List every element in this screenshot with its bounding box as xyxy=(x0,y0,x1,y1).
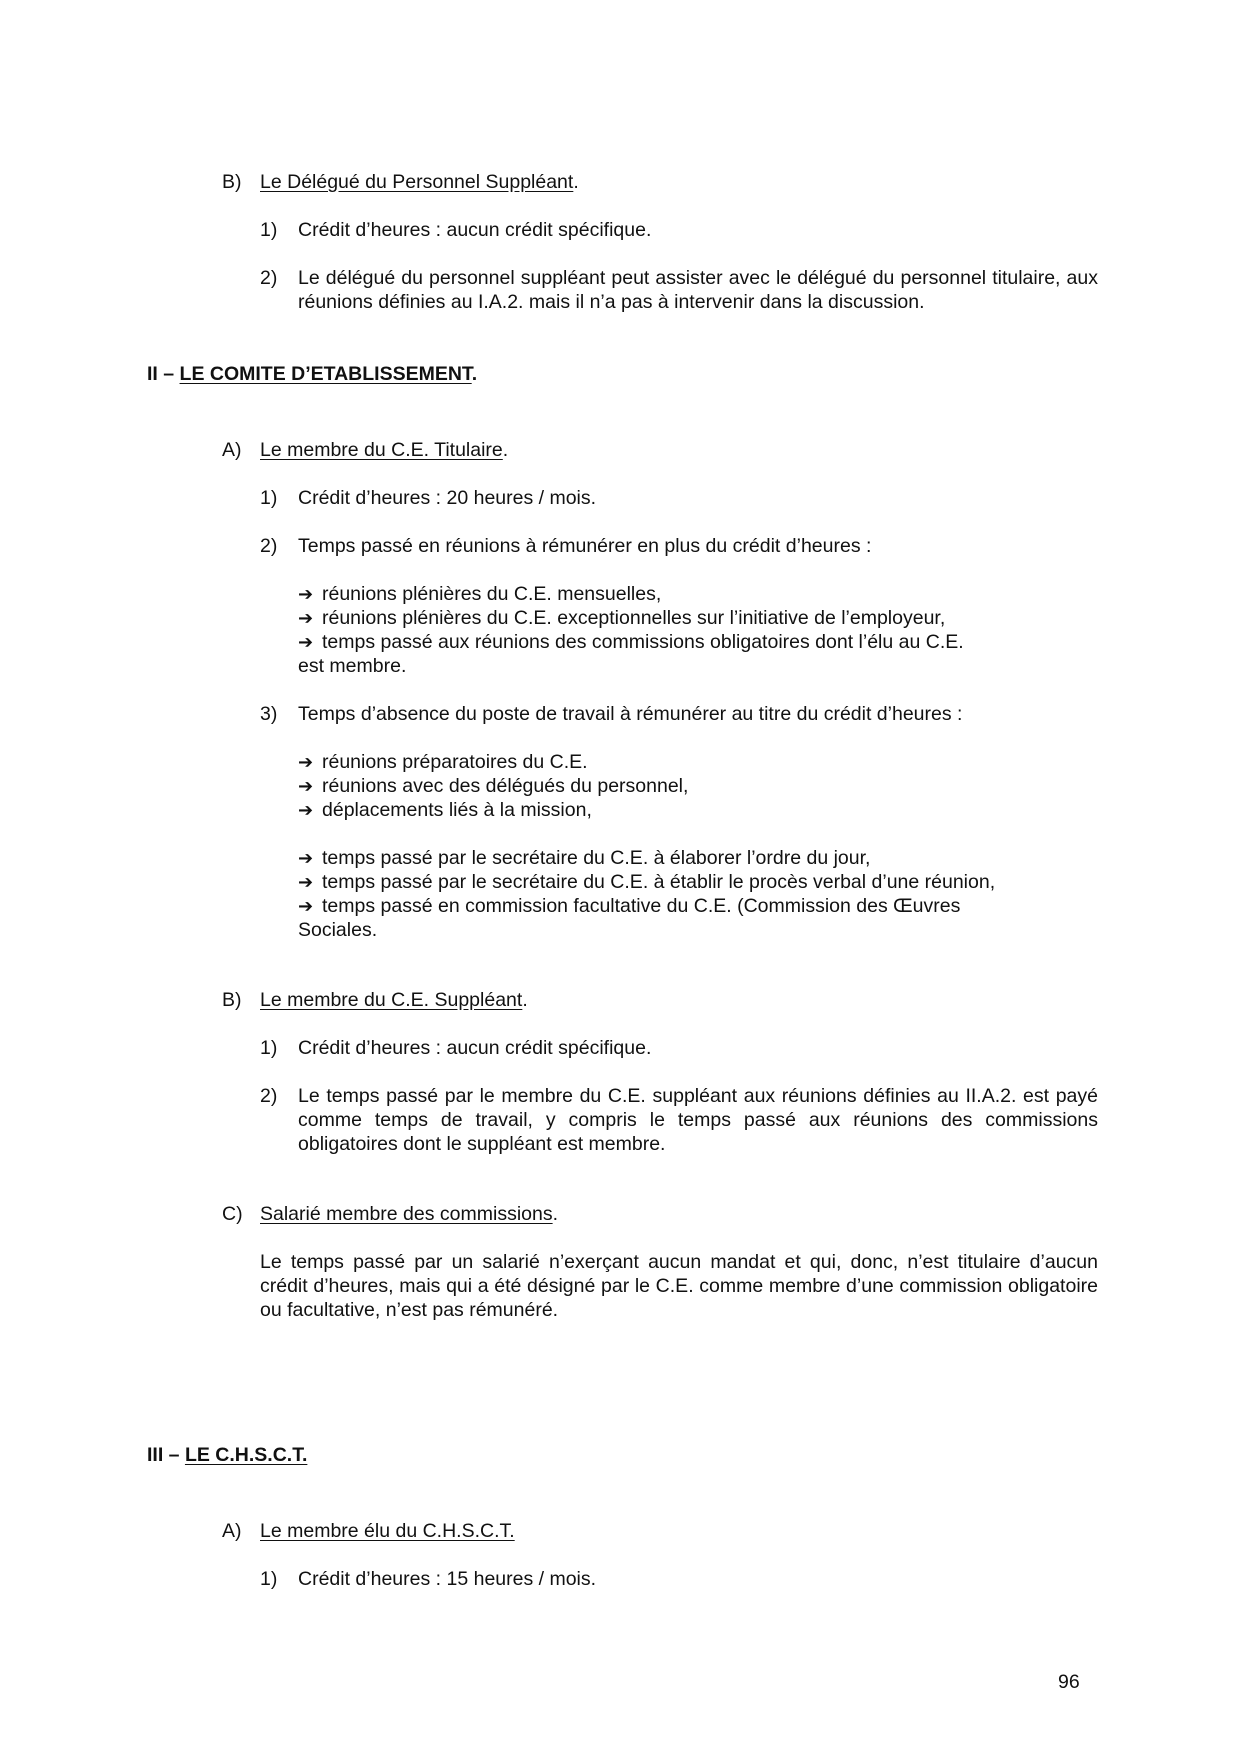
arrow-icon: ➔ xyxy=(298,632,314,652)
arrow-icon: ➔ xyxy=(298,848,314,868)
bullet-item: ➔ réunions plénières du C.E. exceptionnelles sur l’initiative de l’employeur, xyxy=(298,607,946,629)
item-number: 2) xyxy=(260,535,278,557)
arrow-icon: ➔ xyxy=(298,608,314,628)
item-number: 1) xyxy=(260,1037,278,1059)
item-text: Le délégué du personnel suppléant peut assister avec le délégué du personnel titulaire, aux réunions définies au I.A.2. mais il n’a pas à intervenir dans la discussion. xyxy=(298,267,1098,313)
bullet-item: ➔ réunions préparatoires du C.E. xyxy=(298,751,588,773)
arrow-icon: ➔ xyxy=(298,776,314,796)
bullet-item: ➔ temps passé aux réunions des commissions obligatoires dont l’élu au C.E. xyxy=(298,631,964,653)
item-text: Crédit d’heures : 20 heures / mois. xyxy=(298,487,597,509)
bullet-continuation: Sociales. xyxy=(298,919,378,941)
item-text: Crédit d’heures : 15 heures / mois. xyxy=(298,1568,597,1590)
bullet-continuation: est membre. xyxy=(298,655,407,677)
arrow-icon: ➔ xyxy=(298,584,314,604)
arrow-icon: ➔ xyxy=(298,896,314,916)
item-text: Le temps passé par le membre du C.E. suppléant aux réunions définies au II.A.2. est payé comme temps de travail, y compris le temps passé aux réunions des commissions obligatoires dont le suppléant est membre. xyxy=(298,1085,1098,1155)
section-marker: B) xyxy=(222,989,242,1011)
section-marker: A) xyxy=(222,439,242,461)
subsection-heading: Le membre du C.E. Suppléant. xyxy=(260,989,528,1011)
section-marker: C) xyxy=(222,1203,243,1225)
page-number: 96 xyxy=(1058,1671,1080,1693)
section-marker: B) xyxy=(222,171,242,193)
section-marker: A) xyxy=(222,1520,242,1542)
item-number: 1) xyxy=(260,487,278,509)
bullet-item: ➔ temps passé en commission facultative du C.E. (Commission des Œuvres xyxy=(298,895,961,917)
arrow-icon: ➔ xyxy=(298,752,314,772)
item-text: Temps d’absence du poste de travail à rémunérer au titre du crédit d’heures : xyxy=(298,703,963,725)
item-number: 1) xyxy=(260,1568,278,1590)
item-number: 2) xyxy=(260,1085,278,1107)
subsection-heading: Le membre élu du C.H.S.C.T. xyxy=(260,1520,515,1542)
arrow-icon: ➔ xyxy=(298,800,314,820)
bullet-item: ➔ déplacements liés à la mission, xyxy=(298,799,592,821)
arrow-icon: ➔ xyxy=(298,872,314,892)
item-text: Temps passé en réunions à rémunérer en plus du crédit d’heures : xyxy=(298,535,872,557)
section-heading: III – LE C.H.S.C.T. xyxy=(147,1444,308,1466)
bullet-item: ➔ temps passé par le secrétaire du C.E. à établir le procès verbal d’une réunion, xyxy=(298,871,996,893)
item-number: 3) xyxy=(260,703,278,725)
paragraph: Le temps passé par un salarié n’exerçant aucun mandat et qui, donc, n’est titulaire d’aucun crédit d’heures, mais qui a été désigné par le C.E. comme membre d’une commission obligatoire ou facultative, n’est pas rémunéré. xyxy=(260,1251,1098,1321)
item-text: Crédit d’heures : aucun crédit spécifique. xyxy=(298,1037,652,1059)
bullet-item: ➔ réunions plénières du C.E. mensuelles, xyxy=(298,583,662,605)
bullet-item: ➔ réunions avec des délégués du personnel, xyxy=(298,775,689,797)
subsection-heading: Le Délégué du Personnel Suppléant. xyxy=(260,171,579,193)
subsection-heading: Le membre du C.E. Titulaire. xyxy=(260,439,509,461)
subsection-heading: Salarié membre des commissions. xyxy=(260,1203,559,1225)
item-text: Crédit d’heures : aucun crédit spécifique. xyxy=(298,219,652,241)
item-number: 2) xyxy=(260,267,278,289)
item-number: 1) xyxy=(260,219,278,241)
bullet-item: ➔ temps passé par le secrétaire du C.E. à élaborer l’ordre du jour, xyxy=(298,847,871,869)
section-heading: II – LE COMITE D’ETABLISSEMENT. xyxy=(147,363,478,385)
